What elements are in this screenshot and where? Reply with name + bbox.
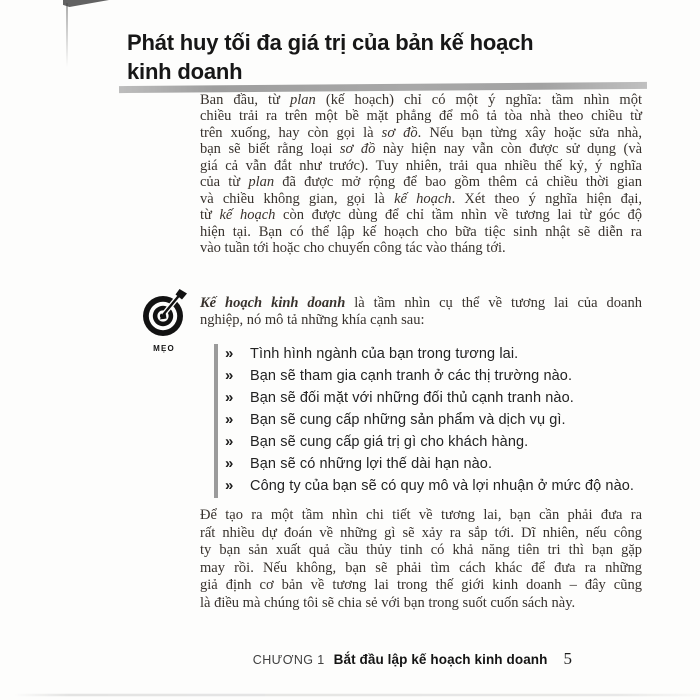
text-line: may rồi. Nếu không, bạn sẽ phải tìm cách khác để đưa ra những: [200, 559, 642, 576]
chapter-title: Bắt đầu lập kế hoạch kinh doanh: [333, 652, 548, 667]
closing-paragraph: [200, 507, 642, 613]
section-title-line1: Phát huy tối đa giá trị của bản kế hoạch: [127, 30, 534, 55]
tip-bullet-list: [214, 344, 642, 498]
text-line: ty bạn sản xuất quả cầu thủy tinh có khả năng tiên tri thì bạn gặp: [200, 542, 642, 559]
text-line: Ban đầu, từ plan (kế hoạch) chỉ có một ý nghĩa: tầm nhìn một: [200, 92, 642, 108]
list-item-text: Bạn sẽ tham gia cạnh tranh ở các thị trường nào.: [250, 368, 573, 384]
tip-icon-block: [137, 289, 191, 353]
list-item-text: Bạn sẽ cung cấp những sản phẩm và dịch vụ gì.: [250, 412, 566, 428]
bullseye-dart-icon: [137, 289, 191, 339]
double-chevron-bullet-icon: »: [225, 389, 234, 406]
list-item-text: Bạn sẽ có những lợi thế dài hạn nào.: [250, 456, 493, 472]
tip-icon-label: MẸO: [153, 344, 175, 353]
text-line: chiều trải ra trên một bề mặt phẳng để mô tả tòa nhà theo chiều từ: [200, 108, 642, 125]
section-title: [127, 28, 672, 86]
list-item: [225, 410, 642, 432]
list-item: [225, 454, 642, 476]
text-line: từ kế hoạch còn được dùng để chỉ tầm nhìn về tương lai từ góc độ: [200, 207, 642, 224]
intro-paragraph: [200, 92, 642, 257]
double-chevron-bullet-icon: »: [225, 411, 234, 428]
page-bottom-edge: [14, 694, 700, 696]
text-line: giá cả vẫn đắt như trước). Tuy nhiên, trải qua nhiều thế kỷ, ý nghĩa: [200, 157, 642, 174]
text-line: bạn sẽ biết rằng loại sơ đồ này hiện nay vẫn còn được sử dụng (và: [200, 141, 643, 158]
list-item-text: Bạn sẽ cung cấp giá trị gì cho khách hàng.: [250, 434, 529, 450]
text-line: nghiệp, nó mô tả những khía cạnh sau:: [200, 312, 425, 328]
list-item-text: Tình hình ngành của bạn trong tương lai.: [250, 346, 519, 362]
double-chevron-bullet-icon: »: [225, 433, 234, 450]
tip-paragraph: [200, 295, 642, 329]
text-line: của từ plan đã được mở rộng để bao gồm thêm cả chiều thời gian: [200, 174, 642, 191]
text-line: và chiều không gian, gọi là kế hoạch. Xét theo ý nghĩa hiện đại,: [200, 190, 642, 207]
text-line: là điều mà chúng tôi sẽ chia sẻ với bạn trong suốt cuốn sách này.: [200, 594, 576, 611]
list-item-text: Công ty của bạn sẽ có quy mô và lợi nhuận ở mức độ nào.: [250, 478, 635, 494]
list-item: [225, 366, 642, 388]
list-item-text: Bạn sẽ đối mặt với những đối thủ cạnh tranh nào.: [250, 390, 574, 406]
section-title-line2: kinh doanh: [127, 59, 243, 84]
list-item: [225, 344, 642, 366]
section-heading: [127, 28, 672, 86]
text-line: trên xuống, hay còn gọi là sơ đồ. Nếu bạn từng xây hoặc sửa nhà,: [200, 124, 642, 141]
text-line: Kế hoạch kinh doanh là tầm nhìn cụ thể về tương lai của doanh: [200, 295, 642, 311]
list-item: [225, 476, 642, 498]
double-chevron-bullet-icon: »: [225, 345, 234, 362]
double-chevron-bullet-icon: »: [225, 455, 234, 472]
text-line: giả định cơ bản về tương lai trong thế giới kinh doanh – đây cũng: [200, 577, 642, 594]
page-number: 5: [563, 649, 572, 668]
list-item: [225, 388, 642, 410]
chapter-label: CHƯƠNG 1: [252, 653, 325, 667]
book-cover-corner-artifact: [63, 0, 109, 7]
double-chevron-bullet-icon: »: [225, 367, 234, 384]
text-line: hiện tại. Bạn có thể lập kế hoạch cho bữa tiệc sinh nhật sẽ diễn ra: [200, 223, 642, 240]
text-line: Để tạo ra một tầm nhìn chi tiết về tương lai, bạn cần phải đưa ra: [200, 507, 642, 523]
list-item: [225, 432, 642, 454]
page-footer: [253, 649, 572, 669]
text-line: vào tuần tới hoặc cho chuyến công tác vào tháng tới.: [200, 240, 506, 257]
page-edge-shadow: [66, 3, 68, 67]
double-chevron-bullet-icon: »: [225, 477, 234, 494]
text-line: rất nhiều dự đoán về những gì sẽ xảy ra sắp tới. Dĩ nhiên, nếu công: [200, 524, 642, 541]
